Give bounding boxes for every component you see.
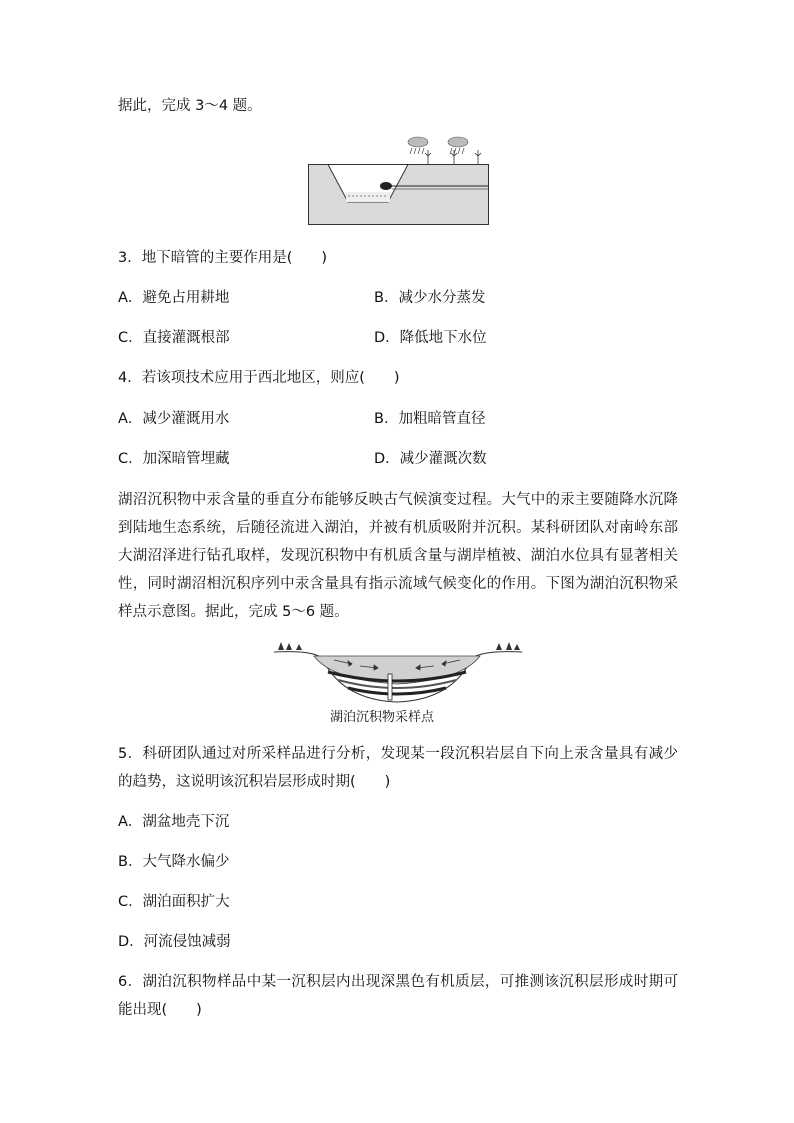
q4-stem: 4．若该项技术应用于西北地区，则应( ) bbox=[118, 370, 400, 386]
cloud-icon bbox=[408, 137, 468, 147]
q5-option-c[interactable]: C．湖泊面积扩大 bbox=[118, 894, 230, 910]
q5-option-b[interactable]: B．大气降水偏少 bbox=[118, 854, 230, 870]
q5-stem: 5．科研团队通过对所采样品进行分析，发现某一段沉积岩层自下向上汞含量具有减少的趋势，这说明该沉积岩层形成时期( ) bbox=[118, 746, 678, 790]
q6-stem: 6．湖泊沉积物样品中某一沉积层内出现深黑色有机质层，可推测该沉积层形成时期可能出现( ) bbox=[118, 974, 678, 1018]
q3-option-c[interactable]: C．直接灌溉根部 bbox=[118, 330, 230, 346]
q5-option-a[interactable]: A．湖盆地壳下沉 bbox=[118, 814, 230, 830]
q4-option-d[interactable]: D．减少灌溉次数 bbox=[374, 451, 487, 467]
q5-option-d[interactable]: D．河流侵蚀减弱 bbox=[118, 934, 231, 950]
crop-icon bbox=[425, 150, 481, 164]
q4-option-c[interactable]: C．加深暗管埋藏 bbox=[118, 451, 230, 467]
reading-passage: 湖沼沉积物中汞含量的垂直分布能够反映古气候演变过程。大气中的汞主要随降水沉降到陆地生态系统，后随径流进入湖泊，并被有机质吸附并沉积。某科研团队对南岭东部大湖沼泽进行钻孔取样，发现沉积物中有机质含量与湖岸植被、湖泊水位具有显著相关性，同时湖沼相沉积序列中汞含量具有指示流域气候变化的作用。下图为湖泊沉积物采样点示意图。据此，完成 5～6 题。 bbox=[118, 492, 678, 620]
tree-icon bbox=[278, 642, 520, 650]
q3-stem: 3．地下暗管的主要作用是( ) bbox=[118, 250, 328, 266]
q3-option-b[interactable]: B．减少水分蒸发 bbox=[374, 290, 486, 306]
figure-caption: 湖泊沉积物采样点 bbox=[330, 710, 435, 725]
q3-option-a[interactable]: A．避免占用耕地 bbox=[118, 290, 230, 306]
q4-option-a[interactable]: A．减少灌溉用水 bbox=[118, 411, 230, 427]
figure-drainage-pipe bbox=[308, 134, 490, 226]
intro-text: 据此，完成 3～4 题。 bbox=[118, 98, 262, 114]
q3-option-d[interactable]: D．降低地下水位 bbox=[374, 330, 487, 346]
q4-option-b[interactable]: B．加粗暗管直径 bbox=[374, 411, 486, 427]
figure-lake-sediment bbox=[272, 638, 524, 704]
